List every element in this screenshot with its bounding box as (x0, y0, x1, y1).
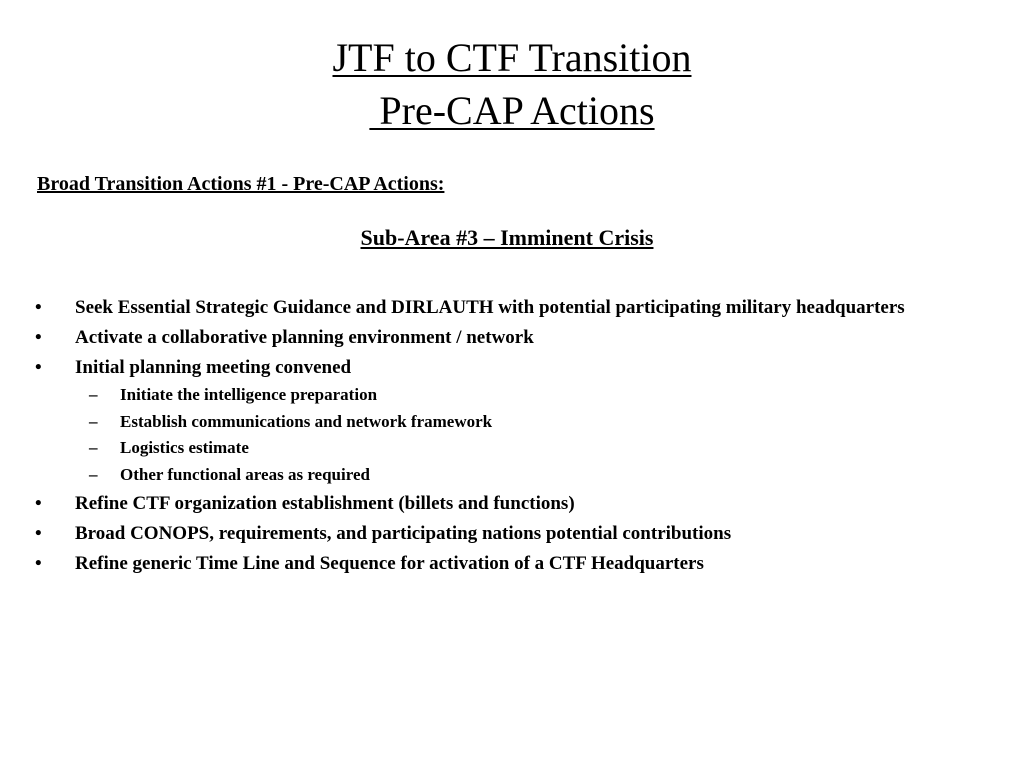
bullet-marker: • (35, 357, 42, 378)
sub-list-item-text: Initiate the intelligence preparation (120, 385, 378, 404)
bullet-marker: • (35, 327, 42, 348)
list-item (0, 492, 1024, 516)
bullet-marker: • (35, 297, 42, 318)
action-list (0, 296, 1024, 582)
dash-marker: – (89, 411, 98, 431)
list-item-text: Refine CTF organization establishment (billets and functions) (75, 492, 575, 514)
section-heading: Broad Transition Actions #1 - Pre-CAP Actions: (37, 173, 445, 195)
sub-list-item (0, 437, 1024, 459)
list-item (0, 552, 1024, 576)
sub-list-item-text: Logistics estimate (120, 438, 249, 457)
list-item (0, 356, 1024, 380)
list-item (0, 522, 1024, 546)
list-item (0, 296, 1024, 320)
slide-title-line-2: Pre-CAP Actions (369, 88, 655, 133)
sub-list-item-text: Other functional areas as required (120, 464, 370, 484)
list-item-text: Broad CONOPS, requirements, and participating nations potential contributions (75, 522, 732, 544)
bullet-marker: • (35, 492, 42, 514)
sub-area-heading: Sub-Area #3 – Imminent Crisis (360, 225, 654, 250)
dash-marker: – (89, 438, 98, 457)
list-item-text: Activate a collaborative planning environment / network (75, 327, 534, 348)
dash-marker: – (89, 385, 98, 404)
bullet-marker: • (35, 522, 42, 544)
list-item-text: Initial planning meeting convened (75, 357, 352, 378)
sub-list-item (0, 411, 1024, 433)
dash-marker: – (89, 464, 98, 484)
sub-list-item (0, 384, 1024, 406)
list-item-text: Seek Essential Strategic Guidance and DIRLAUTH with potential participating military headquarters (75, 297, 905, 318)
bullet-marker: • (35, 552, 42, 574)
slide-title (0, 31, 1024, 137)
list-item-text: Refine generic Time Line and Sequence for activation of a CTF Headquarters (75, 552, 704, 574)
sub-list-item (0, 464, 1024, 486)
slide-title-line-1: JTF to CTF Transition (332, 35, 692, 80)
list-item (0, 326, 1024, 350)
sub-list-item-text: Establish communications and network framework (120, 411, 493, 431)
